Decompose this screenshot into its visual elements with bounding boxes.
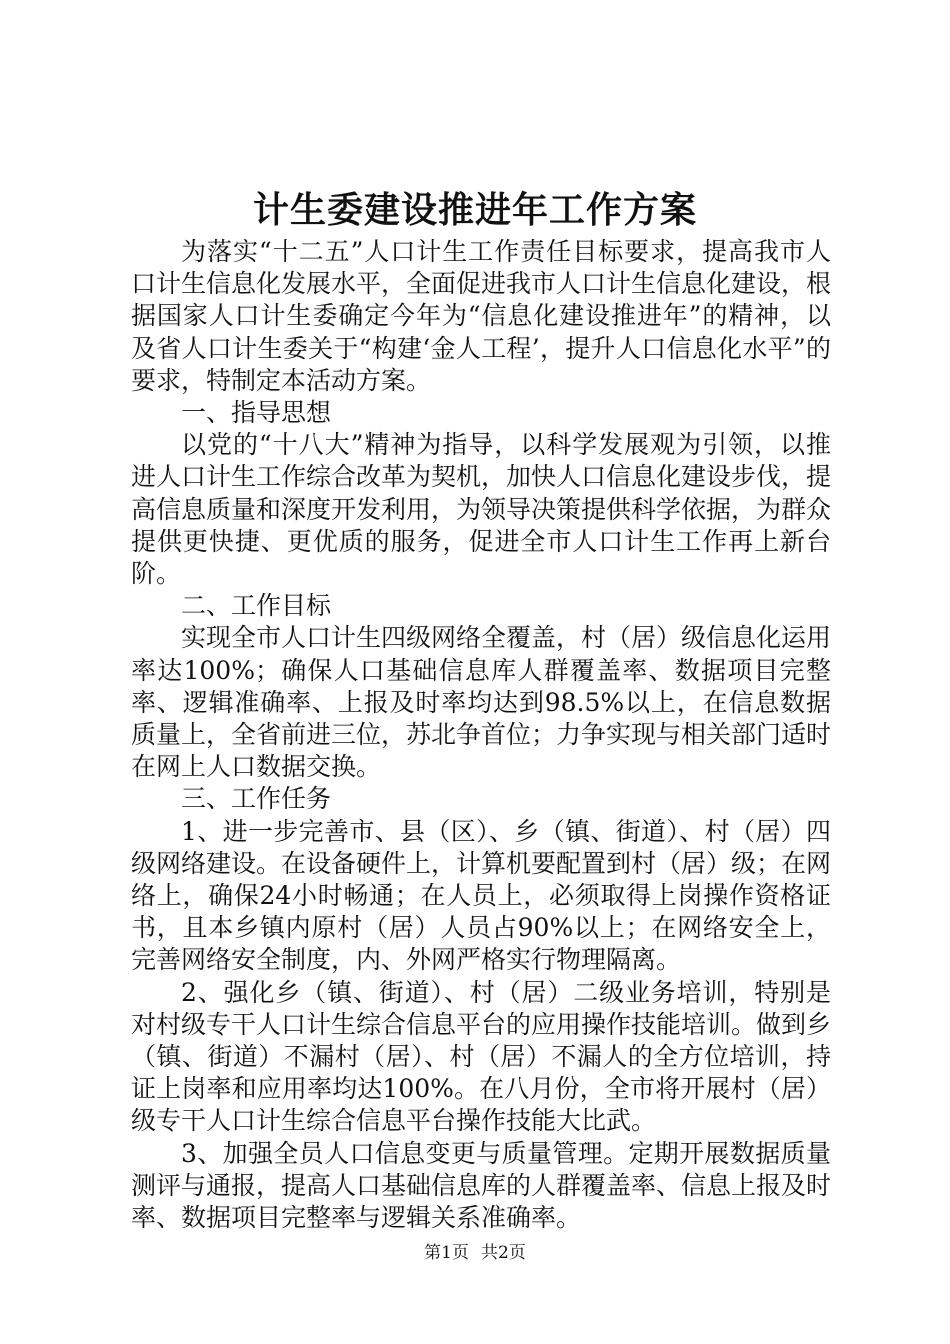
page-total: 共2页 [481, 1243, 526, 1263]
section-heading-guiding-ideology: 一、指导思想 [181, 398, 332, 428]
guiding-ideology-paragraph: 以党的“十八大”精神为指导，以科学发展观为引领，以推进人口计生工作综合改革为契机，加快人口信息化建设步伐，提高信息质量和深度开发利用，为领导决策提供科学依据，为群众提供更快捷、更优质的服务，促进全市人口计生工作再上新台阶。 [131, 430, 832, 589]
page-footer [0, 1241, 950, 1265]
section-heading-work-goals: 二、工作目标 [181, 591, 332, 621]
task-item-2: 2、强化乡（镇、街道）、村（居）二级业务培训，特别是对村级专干人口计生综合信息平台的应用操作技能培训。做到乡（镇、街道）不漏村（居）、村（居）不漏人的全方位培训，持证上岗率和应用率均达100%。在八月份，全市将开展村（居）级专干人口计生综合信息平台操作技能大比武。 [131, 977, 832, 1136]
task-item-1: 1、进一步完善市、县（区）、乡（镇、街道）、村（居）四级网络建设。在设备硬件上，计算机要配置到村（居）级；在网络上，确保24小时畅通；在人员上，必须取得上岗操作资格证书，且本乡镇内原村（居）人员占90%以上；在网络安全上，完善网络安全制度，内、外网严格实行物理隔离。 [131, 816, 832, 975]
work-goals-paragraph: 实现全市人口计生四级网络全覆盖，村（居）级信息化运用率达100%；确保人口基础信息库人群覆盖率、数据项目完整率、逻辑准确率、上报及时率均达到98.5%以上，在信息数据质量上，全省前进三位，苏北争首位；力争实现与相关部门适时在网上人口数据交换。 [131, 623, 832, 782]
intro-paragraph: 为落实“十二五”人口计生工作责任目标要求，提高我市人口计生信息化发展水平，全面促进我市人口计生信息化建设，根据国家人口计生委确定今年为“信息化建设推进年”的精神，以及省人口计生委关于“构建‘金人工程’，提升人口信息化水平”的要求，特制定本活动方案。 [131, 237, 832, 395]
section-heading-work-tasks: 三、工作任务 [181, 784, 332, 814]
page-number: 第1页 [424, 1243, 469, 1263]
document-body [131, 236, 831, 1234]
document-title: 计生委建设推进年工作方案 [252, 189, 697, 231]
task-item-3: 3、加强全员人口信息变更与质量管理。定期开展数据质量测评与通报，提高人口基础信息库的人群覆盖率、信息上报及时率、数据项目完整率与逻辑关系准确率。 [131, 1138, 832, 1233]
